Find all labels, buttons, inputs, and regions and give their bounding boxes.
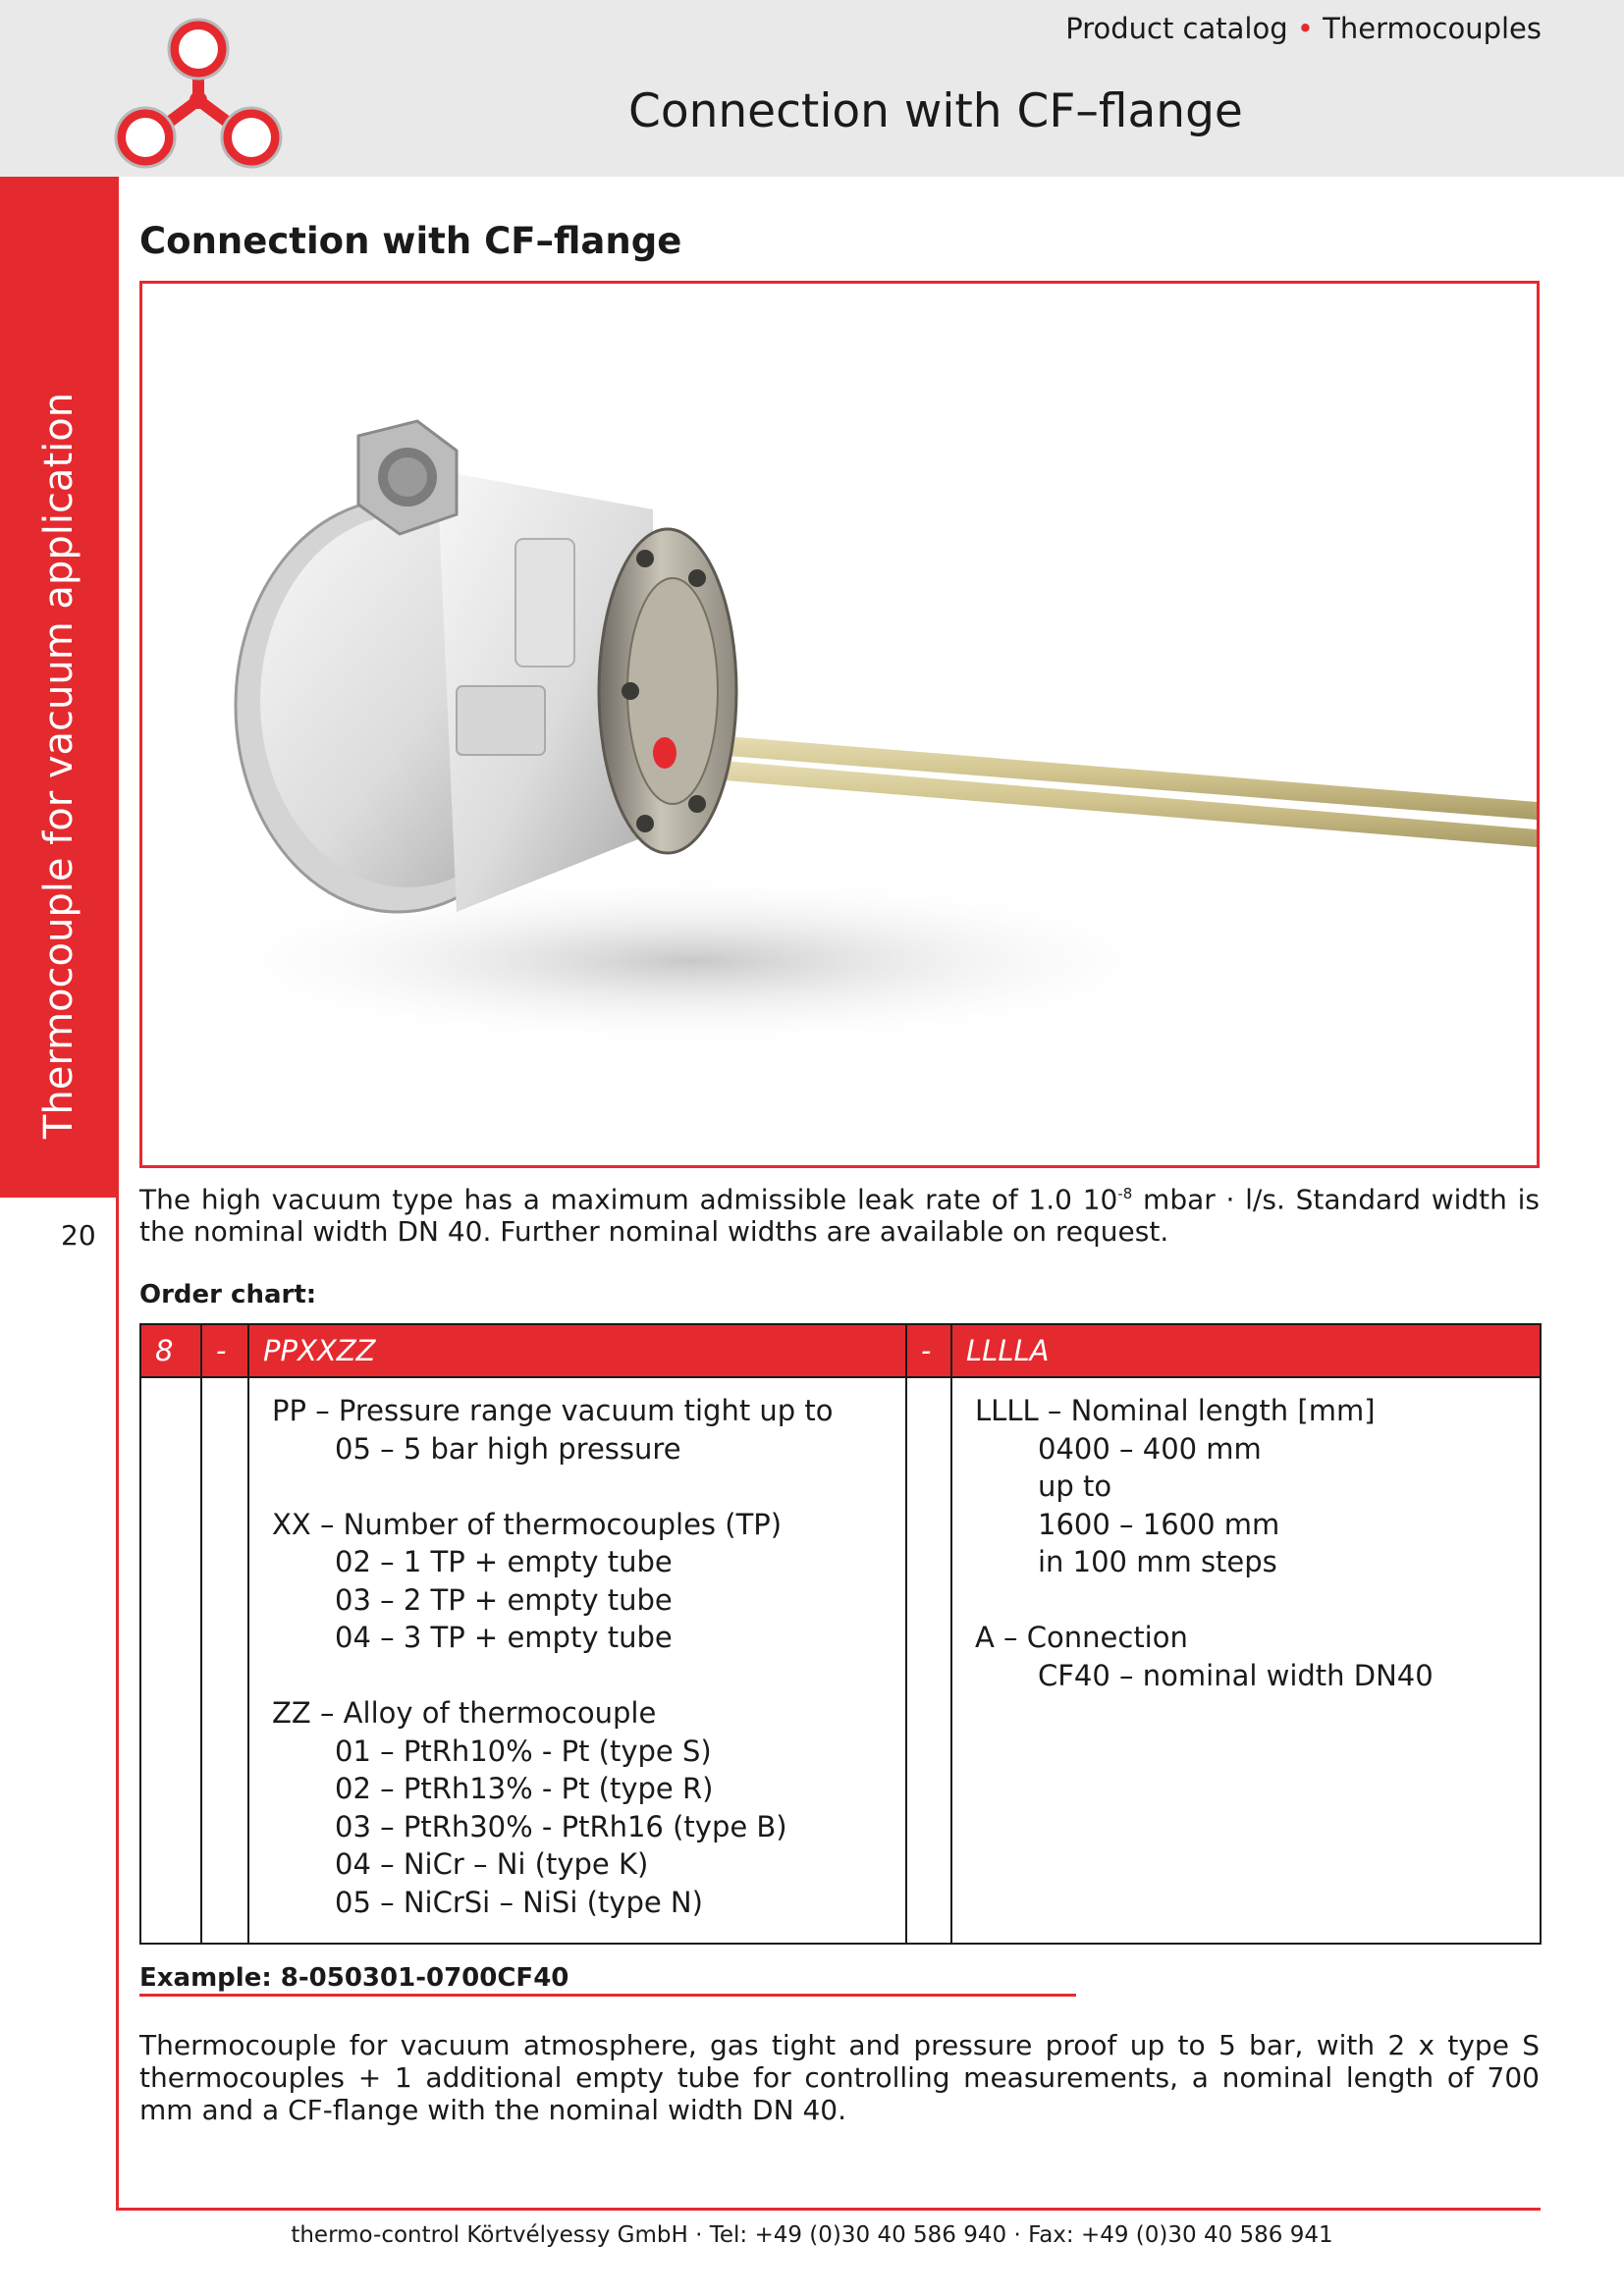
sidebar-label: Thermocouple for vacuum application	[36, 392, 81, 1140]
left-codes-list	[250, 1392, 904, 1921]
order-chart-empty-cell	[140, 1377, 201, 1944]
right-codes-list	[953, 1392, 1539, 1694]
breadcrumb-catalog: Product catalog	[1065, 12, 1288, 45]
frame-horizontal-line	[116, 2208, 1541, 2211]
description-text	[139, 1178, 1540, 1248]
code-line: up to	[1038, 1469, 1112, 1503]
code-line: ZZ – Alloy of thermocouple	[272, 1696, 657, 1730]
breadcrumb	[1065, 12, 1542, 45]
example-description: Thermocouple for vacuum atmosphere, gas tight and pressure proof up to 5 bar, with 2 x type S thermocouples + 1 additional empty tube for controlling measurements, a nominal length of 700 mm and a CF-flange with the nominal width DN 40.	[139, 2029, 1540, 2126]
example-label: Example: 8-050301-0700CF40	[139, 1963, 569, 1993]
code-gap	[272, 1468, 904, 1506]
page-title: Connection with CF–flange	[628, 84, 1243, 138]
code-line: 03 – 2 TP + empty tube	[335, 1582, 673, 1617]
order-chart-header-cell: PPXXZZ	[248, 1324, 906, 1377]
code-line: XX – Number of thermocouples (TP)	[272, 1507, 783, 1541]
description-part2: mbar · l/s. Standard width is the nominal width DN 40. Further nominal widths are available on request.	[139, 1183, 1540, 1249]
description-exponent: -8	[1117, 1185, 1133, 1202]
code-line: 02 – PtRh13% - Pt (type R)	[335, 1772, 714, 1805]
order-chart-left-codes	[248, 1377, 906, 1944]
order-chart-header-cell: -	[201, 1324, 248, 1377]
code-line: 1600 – 1600 mm	[1038, 1507, 1280, 1541]
order-chart-body-row	[140, 1377, 1541, 1944]
code-line: in 100 mm steps	[1038, 1545, 1277, 1578]
thermocouple-illustration	[142, 284, 1537, 1165]
order-chart-header-row	[140, 1324, 1541, 1377]
code-gap	[272, 1657, 904, 1695]
order-chart-empty-cell	[906, 1377, 951, 1944]
order-chart-header-cell: 8	[140, 1324, 201, 1377]
code-line: 03 – PtRh30% - PtRh16 (type B)	[335, 1809, 787, 1843]
code-line: 0400 – 400 mm	[1038, 1431, 1262, 1466]
page-number: 20	[61, 1219, 96, 1252]
company-logo	[110, 14, 287, 173]
breadcrumb-separator: •	[1296, 12, 1314, 45]
code-line: 02 – 1 TP + empty tube	[335, 1545, 673, 1578]
code-gap	[975, 1581, 1539, 1620]
footer-contact: thermo-control Körtvélyessy GmbH · Tel: +49 (0)30 40 586 940 · Fax: +49 (0)30 40 586 941	[291, 2222, 1333, 2248]
code-line: 04 – 3 TP + empty tube	[335, 1621, 673, 1654]
code-line: CF40 – nominal width DN40	[1038, 1658, 1434, 1692]
code-line: LLLL – Nominal length [mm]	[975, 1394, 1376, 1427]
code-line: 04 – NiCr – Ni (type K)	[335, 1847, 649, 1881]
order-chart-header-cell: LLLLA	[951, 1324, 1541, 1377]
code-line: 01 – PtRh10% - Pt (type S)	[335, 1734, 712, 1768]
code-line: PP – Pressure range vacuum tight up to	[272, 1394, 834, 1427]
order-chart-label: Order chart:	[139, 1280, 317, 1309]
code-line: 05 – NiCrSi – NiSi (type N)	[335, 1885, 703, 1919]
order-chart-table	[139, 1323, 1542, 1945]
order-chart-empty-cell	[201, 1377, 248, 1944]
section-title: Connection with CF–flange	[139, 220, 682, 262]
sidebar-tab	[0, 177, 118, 1198]
order-chart-right-codes	[951, 1377, 1541, 1944]
description-part1: The high vacuum type has a maximum admissible leak rate of 1.0 10	[139, 1183, 1118, 1216]
product-photo	[139, 281, 1540, 1168]
code-line: A – Connection	[975, 1621, 1188, 1654]
code-line: 05 – 5 bar high pressure	[335, 1431, 681, 1466]
order-chart-header-cell: -	[906, 1324, 951, 1377]
page-header	[0, 0, 1624, 177]
example-underline	[139, 1994, 1076, 1997]
frame-vertical-line	[116, 177, 119, 2211]
breadcrumb-category: Thermocouples	[1323, 12, 1542, 45]
